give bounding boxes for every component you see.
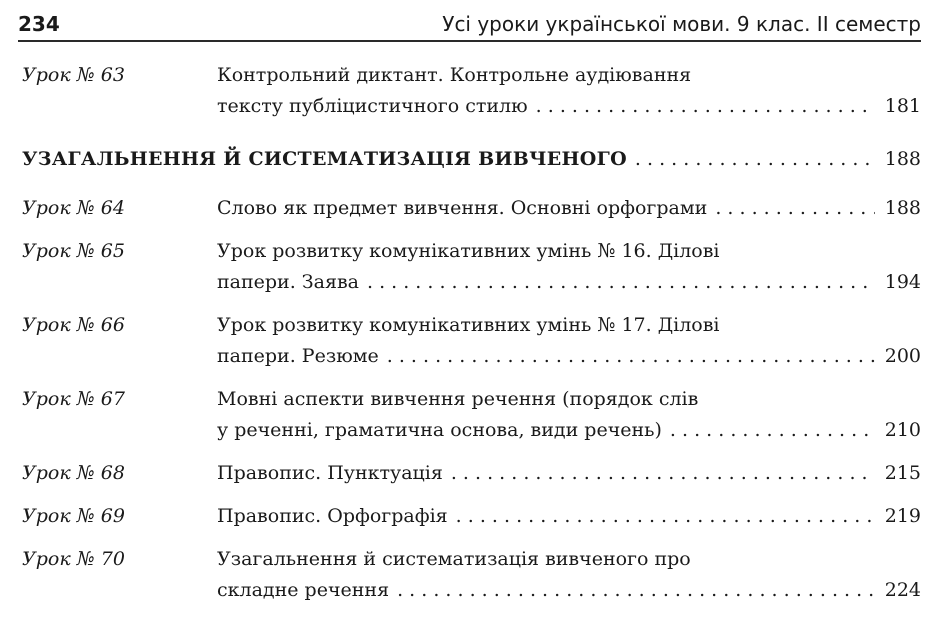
dot-leader [397, 575, 875, 606]
table-of-contents [22, 60, 921, 618]
toc-entry-lesson-68[interactable] [22, 458, 921, 489]
lesson-label: Урок № 67 [22, 388, 125, 410]
page-ref: 188 [884, 148, 921, 170]
lesson-title-line: Контрольний диктант. Контрольне аудіювання [217, 64, 692, 86]
toc-entry-lesson-69[interactable] [22, 501, 921, 532]
dot-leader [387, 341, 875, 372]
dot-leader [715, 193, 875, 224]
toc-entry-lesson-66[interactable] [22, 310, 921, 372]
lesson-label: Урок № 70 [22, 548, 125, 570]
section-title: УЗАГАЛЬНЕННЯ Й СИСТЕМАТИЗАЦІЯ ВИВЧЕНОГО [22, 148, 627, 170]
toc-entry-lesson-63[interactable] [22, 60, 921, 122]
dot-leader [536, 91, 875, 122]
toc-section-heading[interactable] [22, 144, 921, 175]
lesson-title-line: Правопис. Орфографія [217, 505, 448, 527]
running-title: Усі уроки української мови. 9 клас. ІІ семестр [442, 12, 921, 36]
dot-leader [451, 458, 875, 489]
page-header [18, 4, 921, 42]
lesson-title-line: тексту публіцистичного стилю [217, 95, 528, 117]
dot-leader [456, 501, 875, 532]
lesson-title-line: папери. Заява [217, 271, 359, 293]
toc-entry-lesson-70[interactable] [22, 544, 921, 606]
page-ref: 219 [884, 505, 921, 527]
lesson-label: Урок № 64 [22, 197, 125, 219]
lesson-title-line: папери. Резюме [217, 345, 379, 367]
toc-entry-lesson-64[interactable] [22, 193, 921, 224]
lesson-title-line: у реченні, граматична основа, види речень) [217, 419, 662, 441]
lesson-title-line: Узагальнення й систематизація вивченого про [217, 548, 691, 570]
lesson-title-line: Урок розвитку комунікативних умінь № 17. Ділові [217, 314, 720, 336]
page-ref: 194 [884, 271, 921, 293]
toc-entry-lesson-65[interactable] [22, 236, 921, 298]
lesson-label: Урок № 69 [22, 505, 125, 527]
dot-leader [367, 267, 875, 298]
page-ref: 181 [884, 95, 921, 117]
dot-leader [635, 144, 875, 175]
page-ref: 188 [884, 197, 921, 219]
page-ref: 224 [884, 579, 921, 601]
page-ref: 200 [884, 345, 921, 367]
lesson-title-line: складне речення [217, 579, 390, 601]
lesson-title-line: Правопис. Пунктуація [217, 462, 443, 484]
lesson-title-line: Урок розвитку комунікативних умінь № 16. Ділові [217, 240, 720, 262]
lesson-label: Урок № 66 [22, 314, 125, 336]
lesson-label: Урок № 65 [22, 240, 125, 262]
lesson-title-line: Слово як предмет вивчення. Основні орфограми [217, 197, 708, 219]
page-ref: 210 [884, 419, 921, 441]
dot-leader [670, 415, 875, 446]
lesson-label: Урок № 68 [22, 462, 125, 484]
toc-entry-lesson-67[interactable] [22, 384, 921, 446]
lesson-label: Урок № 63 [22, 64, 125, 86]
page-ref: 215 [884, 462, 921, 484]
page-number: 234 [18, 12, 60, 36]
lesson-title-line: Мовні аспекти вивчення речення (порядок слів [217, 388, 699, 410]
